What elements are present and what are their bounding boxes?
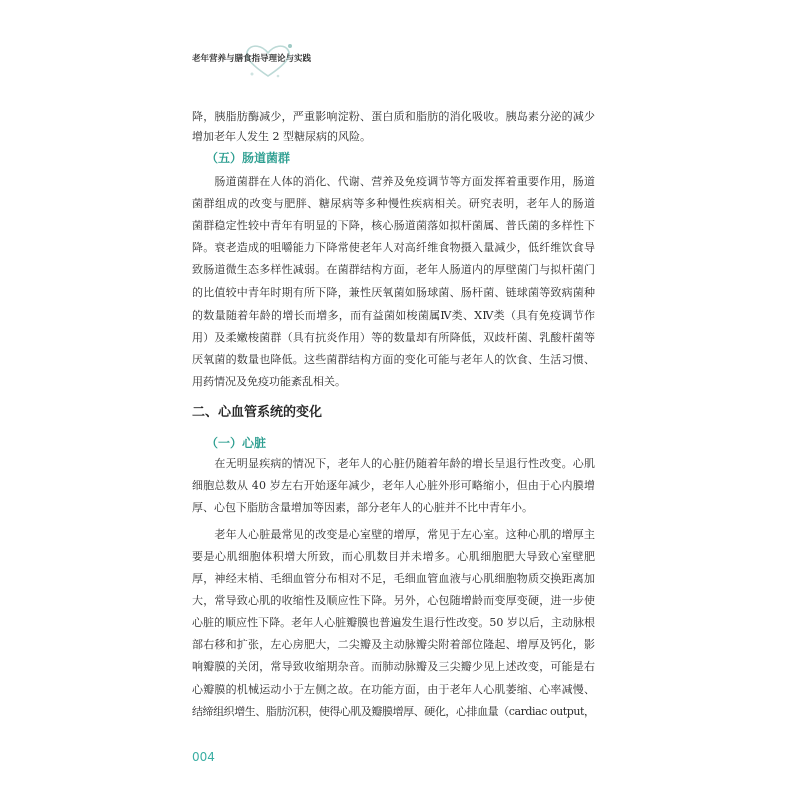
body-line: 厚、心包下脂肪含量增加等因素，部分老年人的心脏并不比中青年小。 [192, 501, 533, 514]
body-line: 大，常导致心肌的收缩性及顺应性下降。另外，心包随增龄而变厚变硬，进一步使 [192, 594, 596, 607]
subsection-heading-gut-flora: （五）肠道菌群 [206, 151, 291, 165]
body-line: 老年人心脏最常见的改变是心室壁的增厚，常见于左心室。这种心肌的增厚主 [192, 528, 596, 541]
body-line: 细胞总数从 40 岁左右开始逐年减少，老年人心脏外形可略缩小，但由于心内膜增 [192, 479, 596, 492]
body-line: 结缔组织增生、脂肪沉积，使得心肌及瓣膜增厚、硬化，心排血量（cardiac output， [192, 705, 595, 718]
body-line: 响瓣膜的关闭，常导致收缩期杂音。而肺动脉瓣及三尖瓣少见上述改变，可能是右 [192, 660, 596, 673]
body-line: 部右移和扩张，左心房肥大，二尖瓣及主动脉瓣尖附着部位隆起、增厚及钙化，影 [192, 638, 596, 651]
body-line: 用）及柔嫩梭菌群（具有抗炎作用）等的数量却有所降低，双歧杆菌、乳酸杆菌等 [192, 331, 596, 344]
body-line: 致肠道微生态多样性减弱。在菌群结构方面，老年人肠道内的厚壁菌门与拟杆菌门 [192, 263, 596, 276]
running-header-book-title: 老年营养与膳食指导理论与实践 [192, 54, 312, 64]
body-line: 的比值较中青年时期有所下降，兼性厌氧菌如肠球菌、肠杆菌、链球菌等致病菌种 [192, 286, 596, 299]
body-line: 要是心肌细胞体积增大所致，而心肌数目并未增多。心肌细胞肥大导致心室壁肥 [192, 550, 596, 563]
body-line: 厚，神经末梢、毛细血管分布相对不足，毛细血管血液与心肌细胞物质交换距离加 [192, 572, 596, 585]
body-line: 降。衰老造成的咀嚼能力下降常使老年人对高纤维食物摄入量减少，低纤维饮食导 [192, 241, 596, 254]
body-line: 用药情况及免疫功能紊乱相关。 [192, 375, 346, 388]
body-line: 心脏的顺应性下降。老年人心脏瓣膜也普遍发生退行性改变。50 岁以后，主动脉根 [192, 616, 596, 629]
body-line: 菌群组成的改变与肥胖、糖尿病等多种慢性疾病相关。研究表明，老年人的肠道 [192, 197, 596, 210]
body-line: 的数量随着年龄的增长而增多，而有益菌如梭菌属Ⅳ类、XⅣ类（具有免疫调节作 [192, 309, 596, 322]
page-number: 004 [192, 750, 215, 764]
subsection-heading-heart: （一）心脏 [206, 436, 267, 450]
body-line: 增加老年人发生 2 型糖尿病的风险。 [192, 130, 371, 143]
body-line: 菌群稳定性较中青年有明显的下降，核心肠道菌落如拟杆菌属、普氏菌的多样性下 [192, 219, 596, 232]
section-heading-cardiovascular: 二、心血管系统的变化 [192, 405, 323, 420]
body-line: 厌氧菌的数量也降低。这些菌群结构方面的变化可能与老年人的饮食、生活习惯、 [192, 353, 596, 366]
body-line: 肠道菌群在人体的消化、代谢、营养及免疫调节等方面发挥着重要作用，肠道 [192, 175, 596, 188]
body-line: 在无明显疾病的情况下，老年人的心脏仍随着年龄的增长呈退行性改变。心肌 [192, 457, 596, 470]
body-line: 降，胰脂肪酶减少，严重影响淀粉、蛋白质和脂肪的消化吸收。胰岛素分泌的减少 [192, 110, 596, 123]
body-line: 心瓣膜的机械运动小于左侧之故。在功能方面，由于老年人心肌萎缩、心率减慢、 [192, 683, 596, 696]
